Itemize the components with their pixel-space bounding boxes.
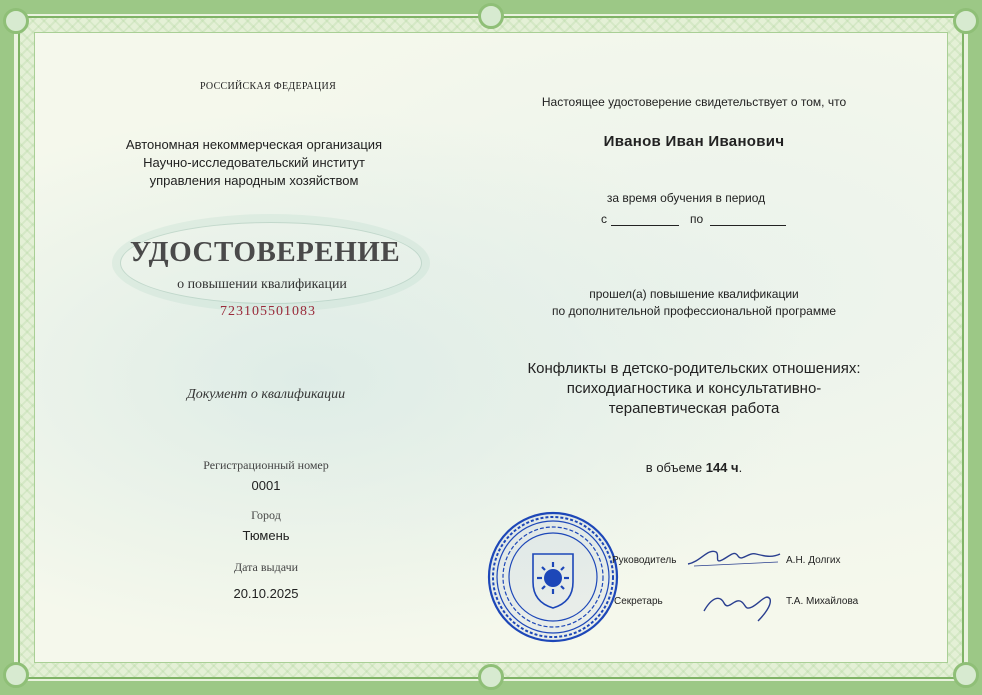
stamp-seal-icon [489,513,617,641]
corner-ornament-tl [3,8,29,34]
intro-text: Настоящее удостоверение свидетельствует о том, что [541,95,847,109]
period-to-label: по [690,212,704,226]
document-number: 723105501083 [220,304,316,319]
organization-line-3: управления народным хозяйством [149,173,359,188]
corner-ornament-tr [953,8,979,34]
head-signature [686,542,782,570]
official-stamp [486,510,620,644]
bottom-ornament [478,664,504,690]
secretary-signature-icon [704,597,770,621]
volume-text [646,460,742,475]
organization-line-2: Научно-исследовательский институт [143,155,365,170]
country-label: РОССИЙСКАЯ ФЕДЕРАЦИЯ [199,81,337,92]
program-line-1: Конфликты в детско-родительских отношениях: [527,360,861,377]
document-title: УДОСТОВЕРЕНИЕ [129,236,401,268]
volume-prefix: в объеме [645,460,703,475]
program-line-2: психодиагностика и консультативно- [566,380,822,397]
document-kind: Документ о квалификации [186,387,346,402]
corner-ornament-br [953,662,979,688]
holder-name: Иванов Иван Иванович [603,133,785,150]
passed-line-2: по дополнительной профессиональной программе [551,304,837,318]
issue-date-label: Дата выдачи [233,560,299,574]
registration-value: 0001 [251,478,281,493]
city-label: Город [251,508,281,522]
volume-value: 144 ч [705,460,739,475]
passed-line-1: прошел(а) повышение квалификации [589,287,799,301]
document-subtitle: о повышении квалификации [177,277,347,292]
program-line-3: терапевтическая работа [608,400,780,417]
secretary-name: Т.А. Михайлова [786,596,859,607]
corner-ornament-bl [3,662,29,688]
issue-date-value: 20.10.2025 [233,586,299,601]
secretary-signature [700,585,778,625]
organization-line-1: Автономная некоммерческая организация [125,137,383,152]
period-from-label: с [601,212,607,226]
top-ornament [478,3,504,29]
period-from-line [611,225,679,226]
city-value: Тюмень [242,528,290,543]
period-to-line [710,225,786,226]
head-name: А.Н. Долгих [786,555,841,566]
head-label: Руководитель [612,555,677,566]
secretary-label: Секретарь [614,596,663,607]
head-signature-icon [688,551,780,566]
volume-suffix: . [738,460,743,475]
period-label: за время обучения в период [606,191,766,205]
registration-label: Регистрационный номер [203,458,329,472]
